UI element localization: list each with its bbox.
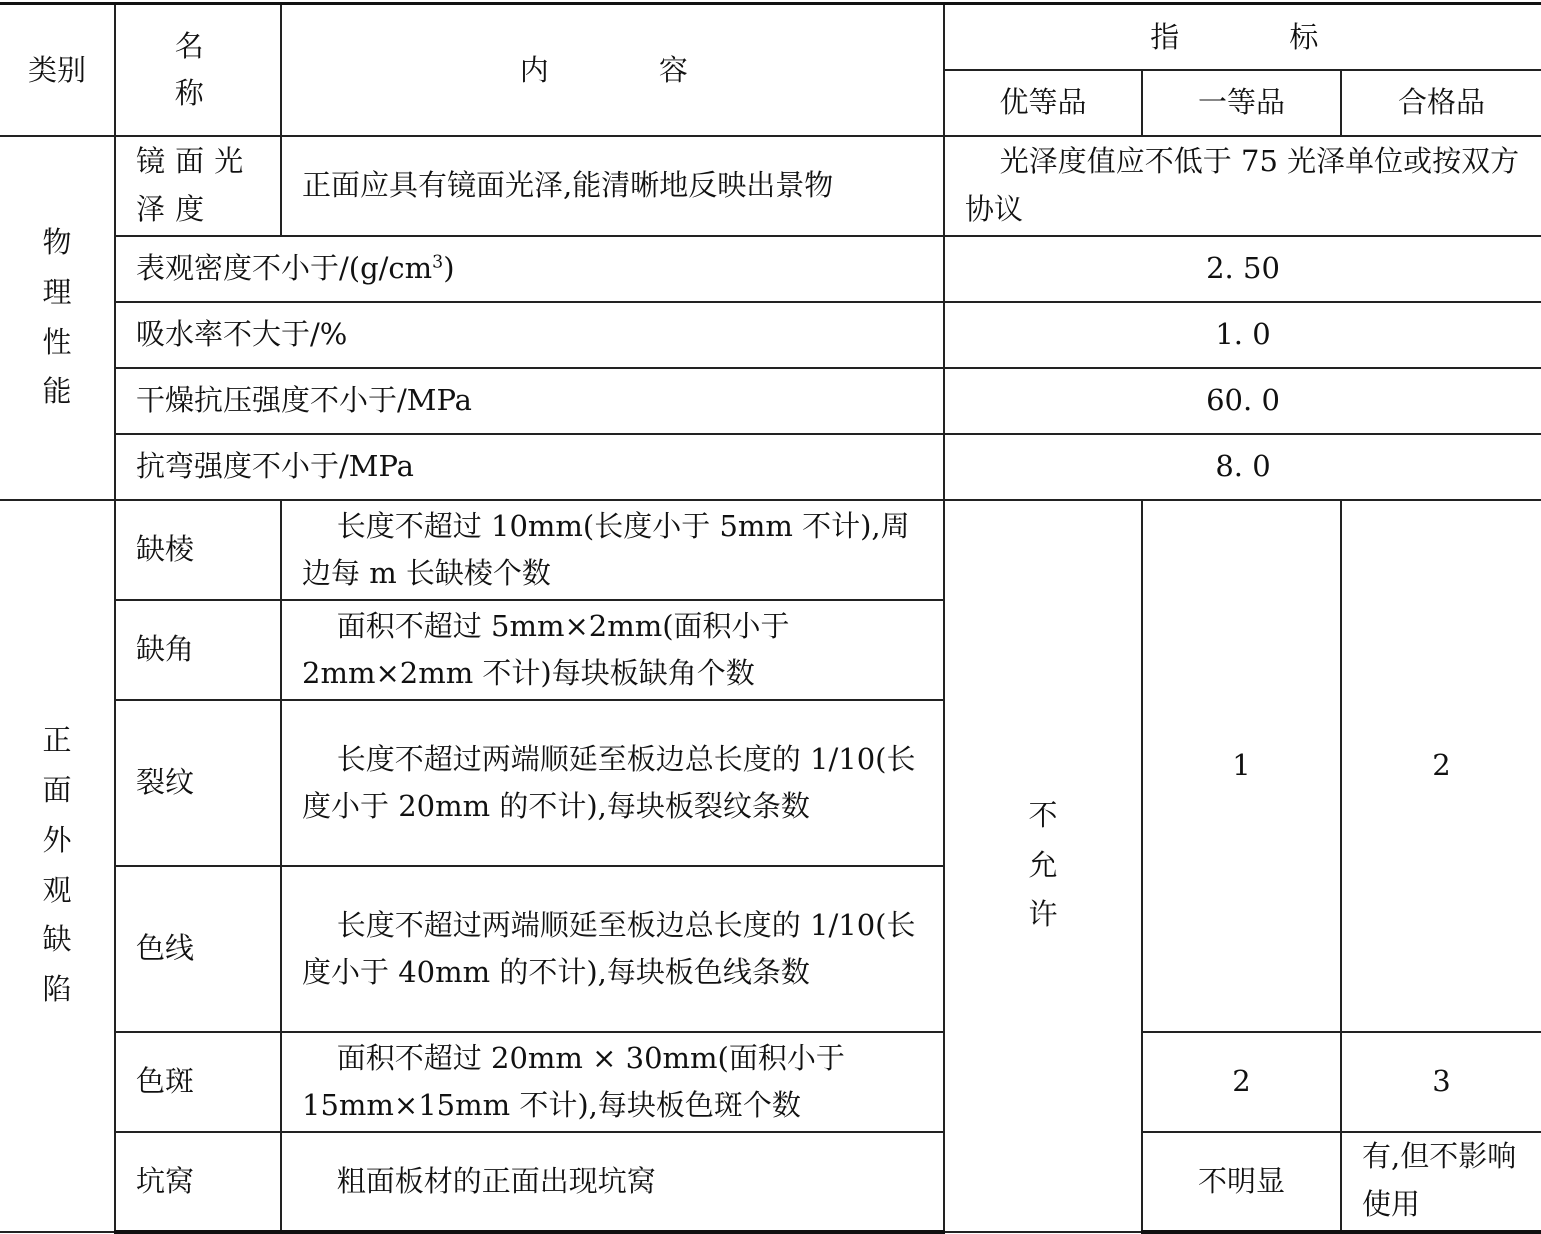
gloss-name: 镜面光泽度 bbox=[115, 136, 281, 236]
absorption-name: 吸水率不大于/% bbox=[115, 302, 944, 368]
gloss-content: 正面应具有镜面光泽,能清晰地反映出景物 bbox=[281, 136, 944, 236]
density-name-suffix: ) bbox=[443, 251, 455, 286]
compressive-value: 60. 0 bbox=[944, 368, 1541, 434]
defect-name: 色线 bbox=[115, 866, 281, 1032]
defect-name: 坑窝 bbox=[115, 1132, 281, 1232]
defect-content: 长度不超过两端顺延至板边总长度的 1/10(长度小于 20mm 的不计),每块板裂纹条数 bbox=[281, 700, 944, 866]
header-indicator bbox=[944, 4, 1541, 70]
defect-name: 裂纹 bbox=[115, 700, 281, 866]
gloss-value: 光泽度值应不低于 75 光泽单位或按双方协议 bbox=[944, 136, 1541, 236]
flexural-value: 8. 0 bbox=[944, 434, 1541, 500]
defect-content: 长度不超过两端顺延至板边总长度的 1/10(长度小于 40mm 的不计),每块板色线条数 bbox=[281, 866, 944, 1032]
qualified-grade-value: 有,但不影响使用 bbox=[1341, 1132, 1541, 1232]
absorption-value: 1. 0 bbox=[944, 302, 1541, 368]
first-grade-group-value: 1 bbox=[1142, 500, 1341, 1032]
header-grade-qualified: 合格品 bbox=[1341, 70, 1541, 136]
defect-name: 缺棱 bbox=[115, 500, 281, 600]
header-indicator-text: 指 标 bbox=[1150, 19, 1336, 54]
top-grade-value-text: 不允许 bbox=[1028, 797, 1058, 932]
appearance-category-text: 正面外观缺陷 bbox=[42, 722, 72, 1007]
physical-category bbox=[0, 136, 115, 500]
appearance-category bbox=[0, 500, 115, 1232]
defect-name: 色斑 bbox=[115, 1032, 281, 1132]
density-name bbox=[115, 236, 944, 302]
defect-content: 粗面板材的正面出现坑窝 bbox=[281, 1132, 944, 1232]
physical-category-text: 物理性能 bbox=[42, 224, 72, 409]
header-name-text: 名 称 bbox=[174, 29, 268, 110]
defect-content: 面积不超过 20mm × 30mm(面积小于 15mm×15mm 不计),每块板色斑个数 bbox=[281, 1032, 944, 1132]
qualified-grade-group-value: 2 bbox=[1341, 500, 1541, 1032]
density-name-prefix: 表观密度不小于/(g/cm bbox=[136, 251, 433, 286]
defect-name: 缺角 bbox=[115, 600, 281, 700]
header-grade-first: 一等品 bbox=[1142, 70, 1341, 136]
flexural-name: 抗弯强度不小于/MPa bbox=[115, 434, 944, 500]
defect-content: 长度不超过 10mm(长度小于 5mm 不计),周边每 m 长缺棱个数 bbox=[281, 500, 944, 600]
first-grade-value: 不明显 bbox=[1142, 1132, 1341, 1232]
density-name-superscript: 3 bbox=[432, 252, 444, 273]
qualified-grade-value: 3 bbox=[1341, 1032, 1541, 1132]
density-value: 2. 50 bbox=[944, 236, 1541, 302]
header-name bbox=[115, 4, 281, 136]
first-grade-value: 2 bbox=[1142, 1032, 1341, 1132]
specification-table bbox=[0, 2, 1541, 1234]
header-grade-top: 优等品 bbox=[944, 70, 1142, 136]
defect-content: 面积不超过 5mm×2mm(面积小于 2mm×2mm 不计)每块板缺角个数 bbox=[281, 600, 944, 700]
header-category: 类别 bbox=[0, 4, 115, 136]
compressive-name: 干燥抗压强度不小于/MPa bbox=[115, 368, 944, 434]
top-grade-value bbox=[944, 500, 1142, 1232]
header-content bbox=[281, 4, 944, 136]
header-content-text: 内 容 bbox=[519, 52, 706, 87]
